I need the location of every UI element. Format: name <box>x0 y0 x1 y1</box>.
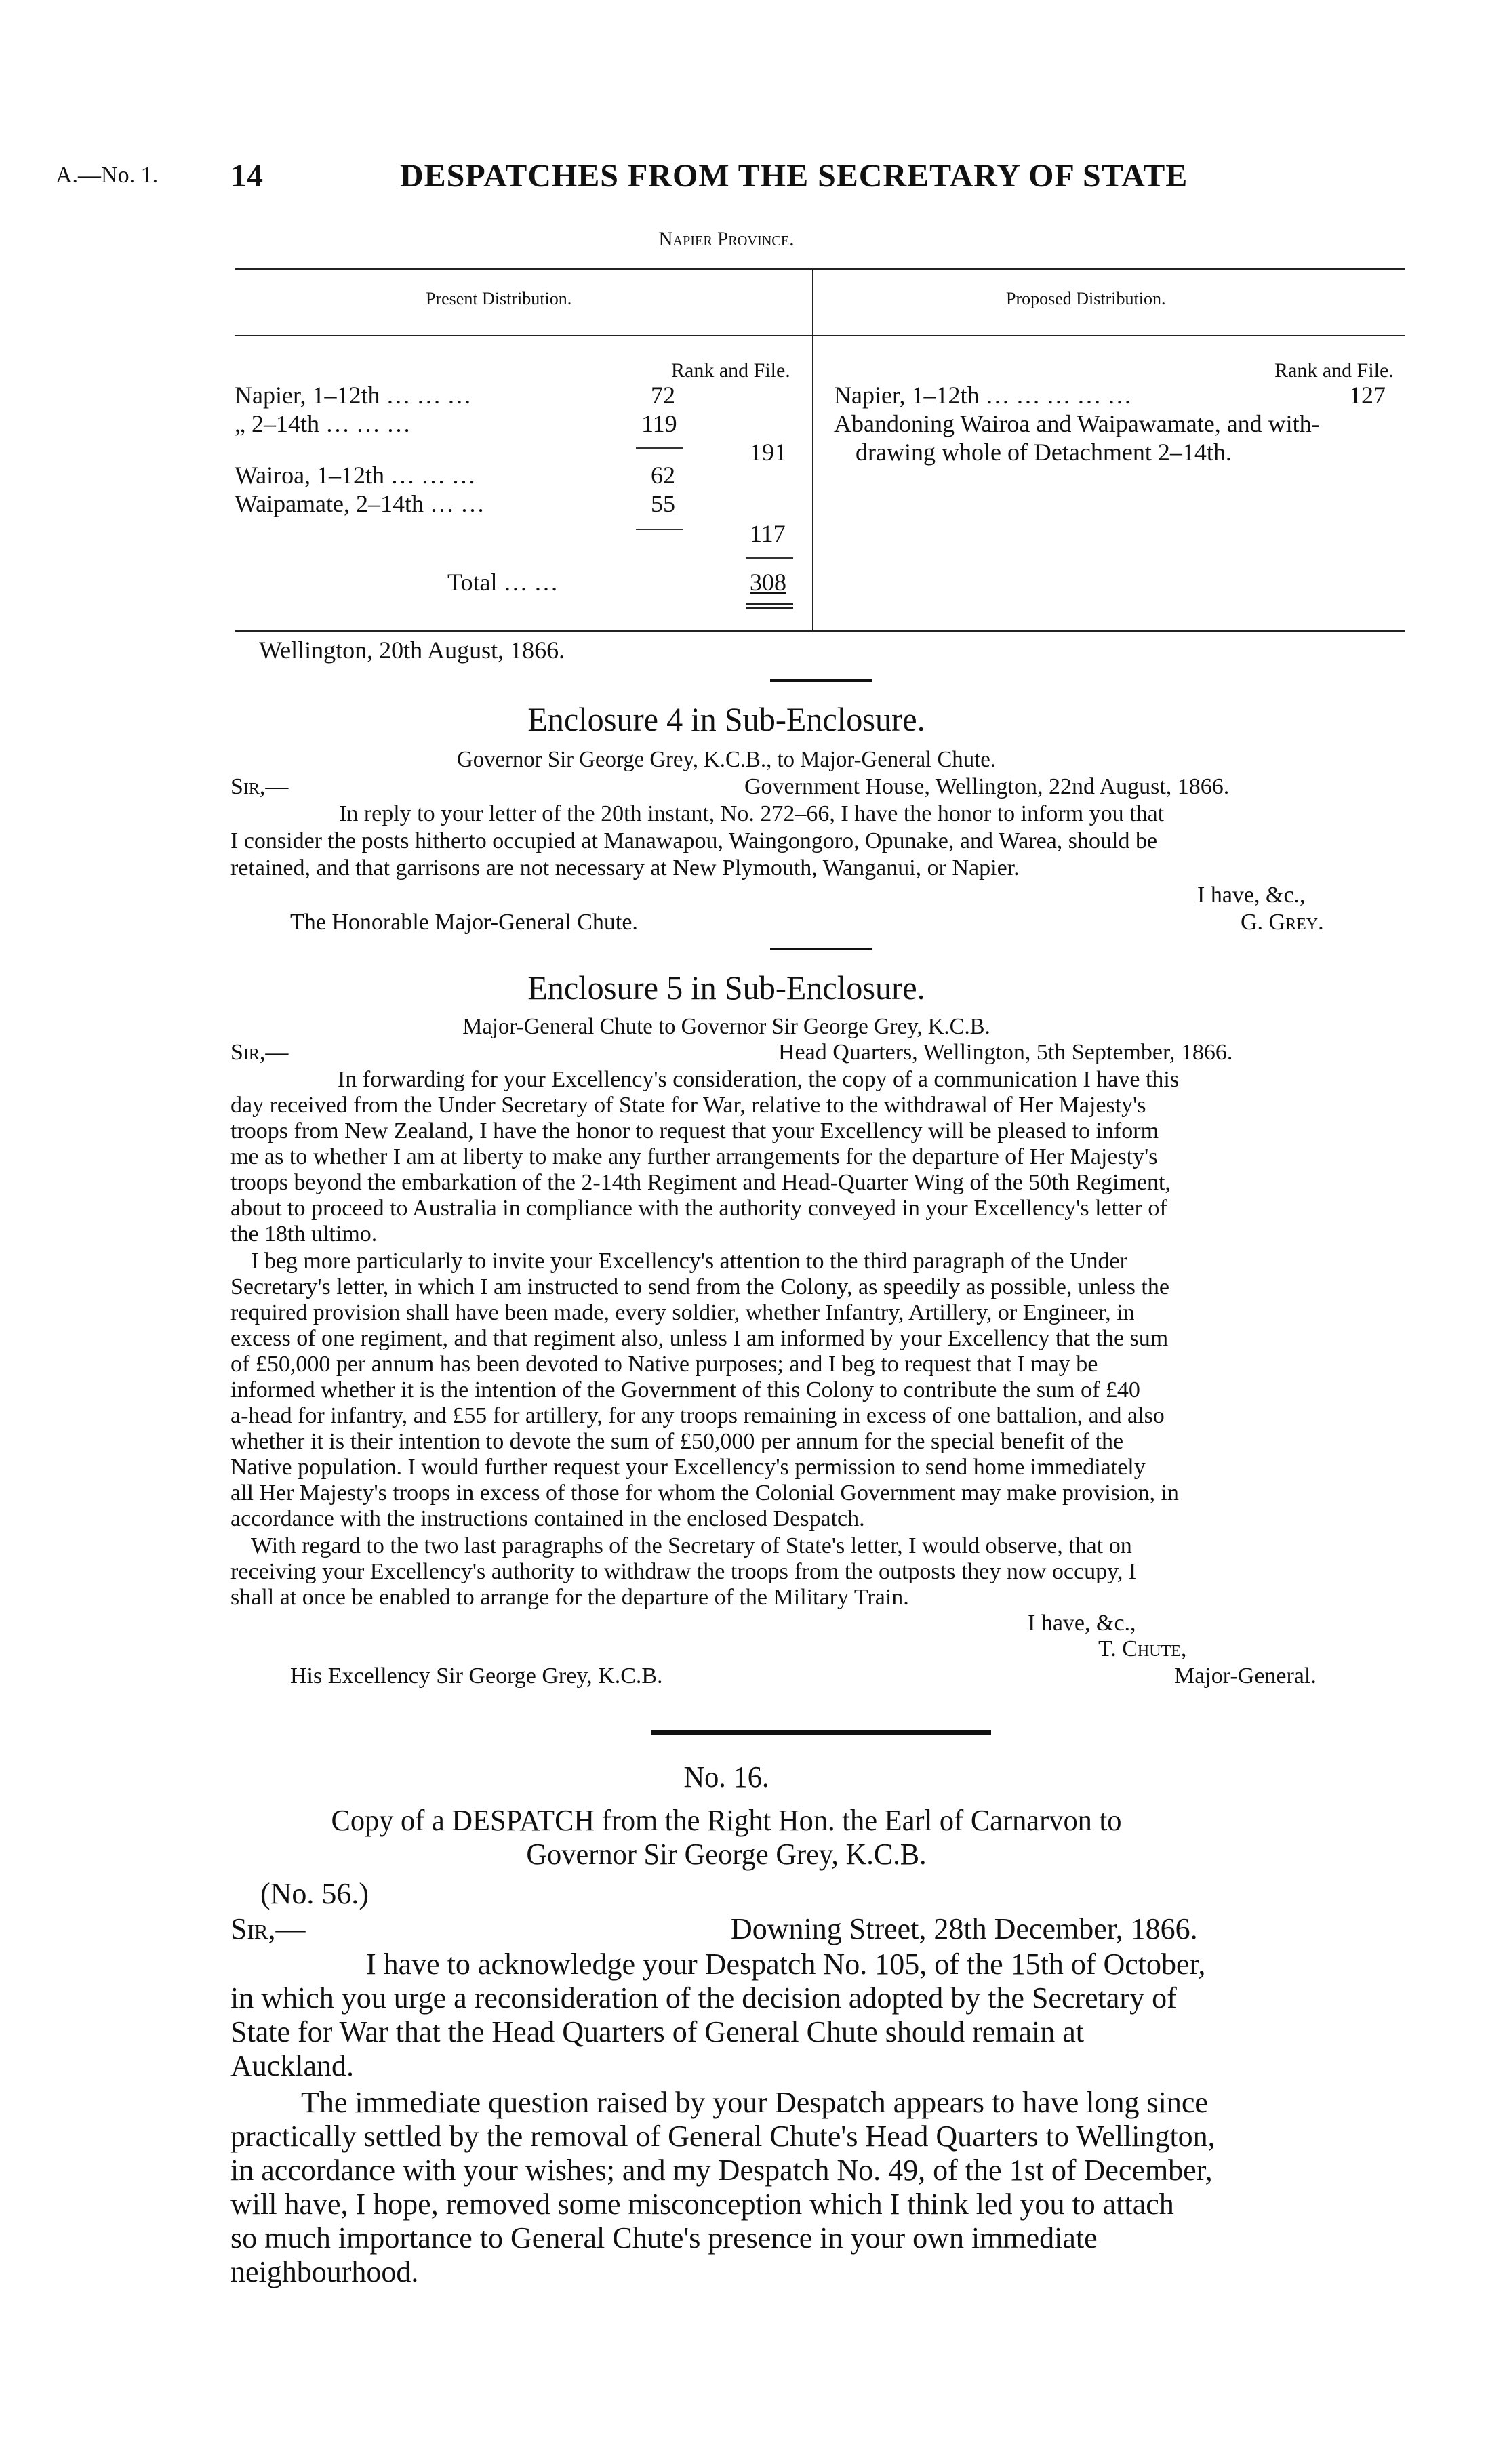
table-row-count: 62 <box>651 462 675 489</box>
letter-line: a-head for infantry, and £55 for artillery, for any troops remaining in excess of one battalion, and also <box>230 1403 1165 1428</box>
subtotal-value: 191 <box>750 439 786 466</box>
total-label: Total … … <box>447 569 559 596</box>
letter-line: all Her Majesty's troops in excess of those for whom the Colonial Government may make provision, in <box>230 1480 1179 1506</box>
enclosure-4-from-to: Governor Sir George Grey, K.C.B., to Major-General Chute. <box>457 747 996 772</box>
proposed-row-count: 127 <box>1349 382 1386 409</box>
place-date: Downing Street, 28th December, 1866. <box>731 1912 1198 1945</box>
place-date: Head Quarters, Wellington, 5th September, 1866. <box>778 1040 1233 1065</box>
letter-line: in which you urge a reconsideration of the decision adopted by the Secretary of <box>230 1981 1177 2015</box>
enclosure-5-heading: Enclosure 5 in Sub-Enclosure. <box>527 969 925 1007</box>
letter-line: State for War that the Head Quarters of General Chute should remain at <box>230 2015 1084 2048</box>
subtotal-value: 117 <box>750 520 786 547</box>
letter-line: In forwarding for your Excellency's consideration, the copy of a communication I have this <box>338 1067 1180 1092</box>
letter-signature: G. Grey. <box>1241 910 1324 935</box>
despatch-title: Governor Sir George Grey, K.C.B. <box>526 1838 927 1871</box>
document-reference: A.—No. 1. <box>56 163 159 188</box>
table-row-place: Napier, 1–12th … … … <box>235 382 472 409</box>
enclosure-5-from-to: Major-General Chute to Governor Sir George Grey, K.C.B. <box>462 1014 990 1039</box>
letter-line: receiving your Excellency's authority to withdraw the troops from the outposts they now occupy, I <box>230 1559 1137 1584</box>
table-rule-bottom <box>235 630 1405 632</box>
table-row-place: Waipamate, 2–14th … … <box>235 490 485 517</box>
section-separator <box>770 948 872 950</box>
letter-line: troops from New Zealand, I have the honor to request that your Excellency will be pleased to inform <box>230 1118 1159 1144</box>
table-row-count: 72 <box>651 382 675 409</box>
section-separator <box>770 679 872 682</box>
letter-line: day received from the Under Secretary of State for War, relative to the withdrawal of Her Majesty's <box>230 1093 1146 1118</box>
letter-line: will have, I hope, removed some misconception which I think led you to attach <box>230 2187 1174 2221</box>
page-number: 14 <box>230 158 263 194</box>
table-footer: Wellington, 20th August, 1866. <box>259 637 565 664</box>
letter-addressee: His Excellency Sir George Grey, K.C.B. <box>290 1663 663 1689</box>
letter-line: excess of one regiment, and that regiment also, unless I am informed by your Excellency that the sum <box>230 1326 1169 1351</box>
table-row-place: „ 2–14th … … … <box>235 410 411 437</box>
despatch-title: Copy of a DESPATCH from the Right Hon. the Earl of Carnarvon to <box>331 1804 1122 1837</box>
letter-line: Secretary's letter, in which I am instructed to send from the Colony, as speedily as possible, unless the <box>230 1274 1169 1299</box>
subtotal-rule <box>636 447 683 449</box>
letter-line: neighbourhood. <box>230 2255 419 2288</box>
letter-line: whether it is their intention to devote the sum of £50,000 per annum for the special benefit of the <box>230 1429 1124 1454</box>
letter-line: With regard to the two last paragraphs of the Secretary of State's letter, I would observe, that on <box>251 1533 1132 1558</box>
letter-line: I consider the posts hitherto occupied at Manawapou, Waingongoro, Opunake, and Warea, should be <box>230 828 1158 853</box>
table-row-count: 119 <box>641 410 677 437</box>
letter-line: retained, and that garrisons are not necessary at New Plymouth, Wanganui, or Napier. <box>230 855 1020 881</box>
salutation: Sir,— <box>230 774 289 799</box>
table-rule-header <box>235 335 1405 336</box>
table-row-count: 55 <box>651 490 675 517</box>
letter-closing: I have, &c., <box>1028 1611 1136 1636</box>
subtotal-rule <box>636 529 683 530</box>
letter-addressee: The Honorable Major-General Chute. <box>290 910 638 935</box>
table-row-place: Wairoa, 1–12th … … … <box>235 462 477 489</box>
page-title: DESPATCHES FROM THE SECRETARY OF STATE <box>400 158 1188 194</box>
letter-line: about to proceed to Australia in compliance with the authority conveyed in your Excellency's letter of <box>230 1196 1167 1221</box>
letter-line: I have to acknowledge your Despatch No. 105, of the 15th of October, <box>366 1947 1206 1981</box>
letter-signature: T. Chute, <box>1098 1636 1187 1661</box>
table-rule-top <box>235 268 1405 270</box>
place-date: Government House, Wellington, 22nd August, 1866. <box>744 774 1230 799</box>
letter-line: so much importance to General Chute's presence in your own immediate <box>230 2221 1098 2255</box>
letter-line: accordance with the instructions contained in the enclosed Despatch. <box>230 1506 865 1531</box>
despatch-number: No. 16. <box>683 1760 769 1794</box>
section-separator <box>651 1730 991 1735</box>
letter-line: informed whether it is the intention of the Government of this Colony to contribute the sum of £40 <box>230 1377 1140 1402</box>
table-column-divider <box>812 268 813 632</box>
total-rule <box>746 557 793 559</box>
letter-line: the 18th ultimo. <box>230 1221 378 1247</box>
proposed-note: drawing whole of Detachment 2–14th. <box>856 439 1232 466</box>
letter-line: I beg more particularly to invite your Excellency's attention to the third paragraph of the Under <box>251 1249 1127 1274</box>
enclosure-4-heading: Enclosure 4 in Sub-Enclosure. <box>527 700 925 738</box>
salutation: Sir,— <box>230 1912 306 1945</box>
salutation: Sir,— <box>230 1040 289 1065</box>
total-value: 308 <box>750 569 786 596</box>
letter-line: Native population. I would further request your Excellency's permission to send home immediately <box>230 1455 1146 1480</box>
despatch-reference: (No. 56.) <box>260 1877 369 1910</box>
letter-closing: I have, &c., <box>1197 883 1306 908</box>
letter-line: practically settled by the removal of General Chute's Head Quarters to Wellington, <box>230 2120 1215 2153</box>
letter-line: In reply to your letter of the 20th instant, No. 272–66, I have the honor to inform you that <box>339 801 1165 826</box>
rank-and-file-label: Rank and File. <box>1274 359 1394 382</box>
present-distribution-heading: Present Distribution. <box>426 289 572 308</box>
table-title: Napier Province. <box>658 228 795 250</box>
letter-line: troops beyond the embarkation of the 2-14th Regiment and Head-Quarter Wing of the 50th Regiment, <box>230 1170 1171 1195</box>
proposed-row-place: Napier, 1–12th … … … … … <box>834 382 1132 409</box>
letter-line: Auckland. <box>230 2049 355 2082</box>
letter-line: me as to whether I am at liberty to make any further arrangements for the departure of Her Majesty's <box>230 1144 1158 1169</box>
proposed-distribution-heading: Proposed Distribution. <box>1006 289 1166 308</box>
letter-line: shall at once be enabled to arrange for the departure of the Military Train. <box>230 1585 909 1610</box>
signatory-rank: Major-General. <box>1174 1663 1317 1689</box>
letter-line: The immediate question raised by your Despatch appears to have long since <box>301 2086 1208 2119</box>
letter-line: in accordance with your wishes; and my Despatch No. 49, of the 1st of December, <box>230 2154 1213 2187</box>
proposed-note: Abandoning Wairoa and Waipawamate, and with- <box>834 410 1320 437</box>
letter-line: of £50,000 per annum has been devoted to Native purposes; and I beg to request that I may be <box>230 1352 1098 1377</box>
total-double-rule <box>746 603 793 609</box>
rank-and-file-label: Rank and File. <box>671 359 790 382</box>
letter-line: required provision shall have been made, every soldier, whether Infantry, Artillery, or Engineer, in <box>230 1300 1135 1325</box>
